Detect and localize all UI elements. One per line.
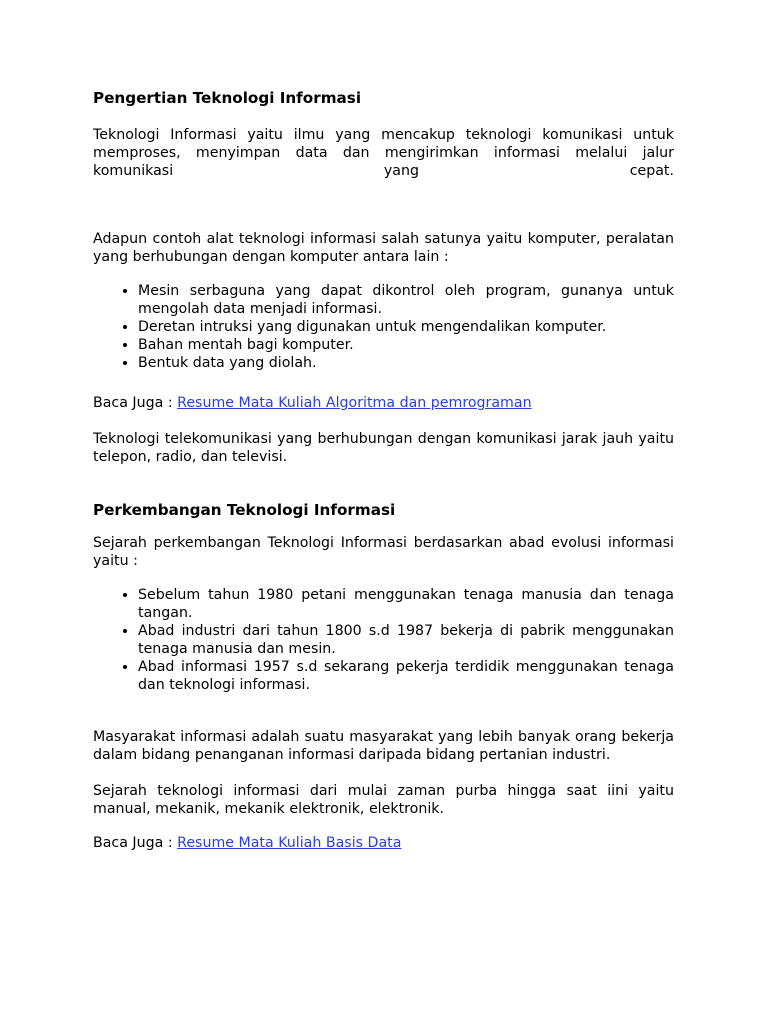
list-item: • Sebelum tahun 1980 petani menggunakan tenaga manusia dan tenaga tangan. (138, 586, 674, 622)
list-item: • Deretan intruksi yang digunakan untuk mengendalikan komputer. (138, 318, 674, 336)
section-heading-perkembangan: Perkembangan Teknologi Informasi (93, 501, 396, 519)
list-item: • Bahan mentah bagi komputer. (138, 336, 674, 354)
paragraph-history-intro: Sejarah perkembangan Teknologi Informasi berdasarkan abad evolusi informasi yaitu : (93, 535, 674, 569)
list-item: • Mesin serbaguna yang dapat dikontrol oleh program, gunanya untuk mengolah data menjadi informasi. (138, 282, 674, 318)
paragraph-examples-intro: Adapun contoh alat teknologi informasi salah satunya yaitu komputer, peralatan yang berhubungan dengan komputer antara lain : (93, 231, 674, 265)
link-resume-algoritma[interactable]: Resume Mata Kuliah Algoritma dan pemrograman (177, 395, 532, 411)
baca-juga-line-1 (93, 394, 674, 412)
baca-juga-label: Baca Juga : (93, 395, 178, 411)
paragraph-masyarakat-informasi: Masyarakat informasi adalah suatu masyarakat yang lebih banyak orang bekerja dalam bidang penanganan informasi daripada bidang pertanian industri. (93, 729, 674, 763)
paragraph-definition: Teknologi Informasi yaitu ilmu yang mencakup teknologi komunikasi untuk memproses, menyimpan data dan mengirimkan informasi melalui jalur komunikasi yang cepat. (93, 127, 674, 179)
history-list (93, 586, 674, 694)
examples-list (93, 282, 674, 372)
baca-juga-label: Baca Juga : (93, 835, 178, 851)
list-item: • Bentuk data yang diolah. (138, 354, 674, 372)
baca-juga-line-2 (93, 834, 674, 852)
paragraph-sejarah: Sejarah teknologi informasi dari mulai zaman purba hingga saat iini yaitu manual, mekanik, mekanik elektronik, elektronik. (93, 783, 674, 817)
list-item: • Abad informasi 1957 s.d sekarang pekerja terdidik menggunakan tenaga dan teknologi informasi. (138, 658, 674, 694)
section-heading-pengertian: Pengertian Teknologi Informasi (93, 89, 362, 107)
document-body (93, 88, 674, 852)
paragraph-telekomunikasi: Teknologi telekomunikasi yang berhubungan dengan komunikasi jarak jauh yaitu telepon, radio, dan televisi. (93, 431, 674, 465)
link-resume-basis-data[interactable]: Resume Mata Kuliah Basis Data (177, 835, 402, 851)
list-item: • Abad industri dari tahun 1800 s.d 1987 bekerja di pabrik menggunakan tenaga manusia dan mesin. (138, 622, 674, 658)
